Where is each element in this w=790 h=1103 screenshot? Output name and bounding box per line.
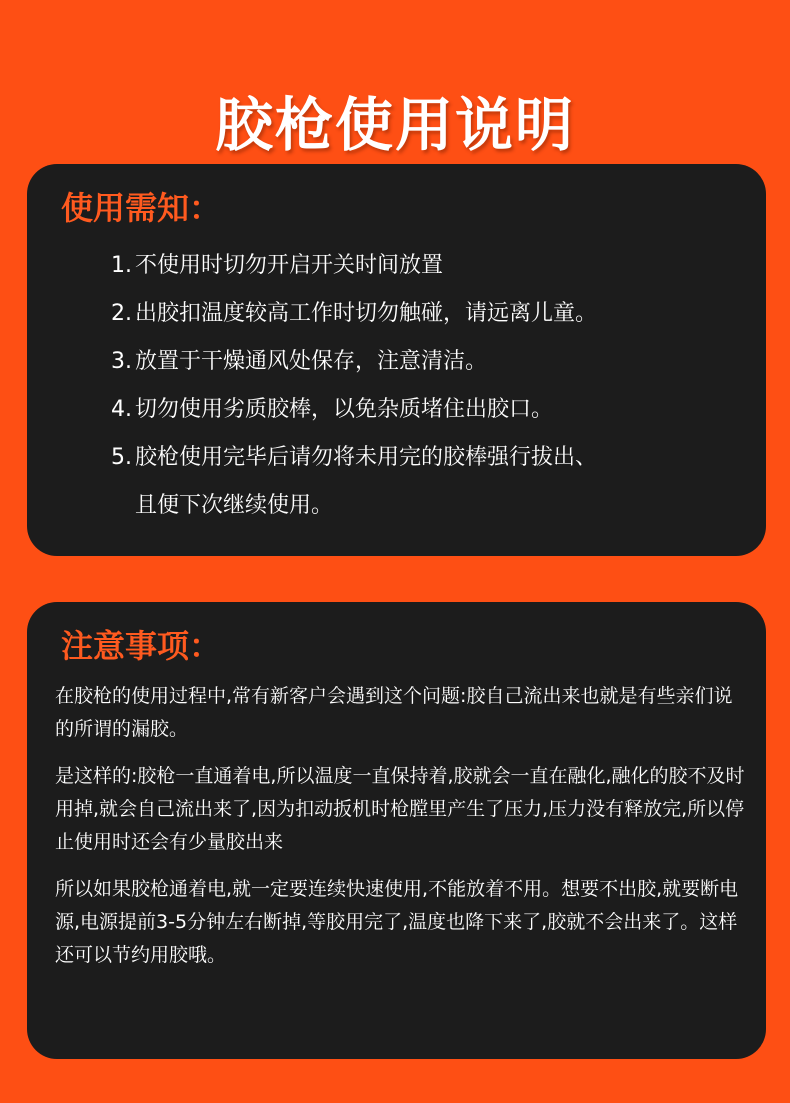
notes-body [55, 680, 747, 986]
usage-item-1 [111, 242, 736, 290]
note-paragraph-3: 所以如果胶枪通着电,就一定要连续快速使用,不能放着不用。想要不出胶,就要断电源,电源提前3-5分钟左右断掉,等胶用完了,温度也降下来了,胶就不会出来了。这样还可以节约用胶哦。 [55, 878, 739, 966]
usage-item-number: 2. [111, 301, 132, 326]
usage-item-text: 胶枪使用完毕后请勿将未用完的胶棒强行拔出、 [135, 445, 598, 470]
page-title: 胶枪使用说明 [214, 90, 575, 159]
usage-item-number: 4. [111, 397, 132, 422]
usage-item-text: 不使用时切勿开启开关时间放置 [135, 253, 444, 278]
notes-heading: 注意事项： [61, 627, 222, 665]
usage-item-5-continuation: 且便下次继续使用。 [135, 493, 334, 518]
usage-item-5 [111, 434, 736, 482]
usage-item-text: 出胶扣温度较高工作时切勿触碰，请远离儿童。 [135, 301, 598, 326]
usage-item-3 [111, 338, 736, 386]
note-paragraph-2: 是这样的:胶枪一直通着电,所以温度一直保持着,胶就会一直在融化,融化的胶不及时用掉,就会自己流出来了,因为扣动扳机时枪膛里产生了压力,压力没有释放完,所以停止使用时还会有少量胶出来 [55, 765, 745, 853]
usage-item-number: 3. [111, 349, 132, 374]
usage-item-text: 放置于干燥通风处保存，注意清洁。 [135, 349, 488, 374]
usage-item-number: 1. [111, 253, 132, 278]
note-paragraph-1: 在胶枪的使用过程中,常有新客户会遇到这个问题:胶自己流出来也就是有些亲们说的所谓的漏胶。 [55, 685, 733, 740]
usage-list [111, 242, 736, 530]
usage-card [27, 164, 766, 556]
usage-item-text: 切勿使用劣质胶棒，以免杂质堵住出胶口。 [135, 397, 554, 422]
usage-item-2 [111, 290, 736, 338]
usage-heading: 使用需知： [61, 189, 222, 227]
notes-card [27, 602, 766, 1059]
usage-item-number: 5. [111, 445, 132, 470]
usage-item-4 [111, 386, 736, 434]
